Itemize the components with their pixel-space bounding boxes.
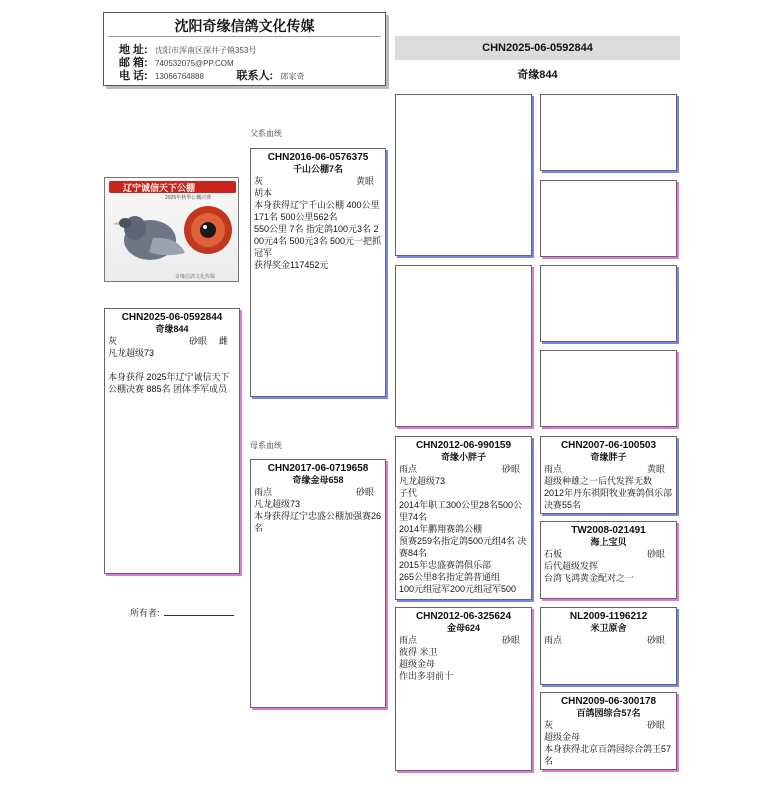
dam-sire-card: [395, 436, 532, 600]
dam-sire-color: 雨点: [399, 464, 418, 474]
subject-sex: 雌: [218, 336, 228, 346]
sire-ring: CHN2016-06-0576375: [267, 152, 369, 163]
subject-ring: CHN2025-06-0592844: [121, 312, 223, 323]
dss-card: [540, 436, 677, 514]
dsd-eye: 砂眼: [646, 549, 665, 559]
sire-section-label: 父系血统: [250, 129, 282, 138]
pigeon-photo: [104, 177, 239, 282]
dam-dam-eye: 砂眼: [501, 635, 520, 645]
address-value: 沈阳市浑南区深井子镇353号: [155, 46, 257, 55]
dam-dam-color: 雨点: [399, 635, 418, 645]
dam-sire-ring: CHN2012-06-990159: [415, 440, 512, 451]
pigeon-illustration: [105, 178, 239, 282]
subject-desc: 凡龙超级73 本身获得 2025年辽宁诚信天下公棚决赛 885名 团体季军成员: [108, 348, 230, 394]
photo-sub-text: 2025年秋季公棚决赛: [165, 195, 212, 201]
dam-ring: CHN2017-06-0719658: [267, 463, 369, 474]
sire-eye: 黄眼: [355, 176, 374, 186]
sire-name: 千山公棚7名: [292, 164, 343, 174]
dss-eye: 黄眼: [646, 464, 665, 474]
photo-banner-text: 辽宁诚信天下公棚: [123, 183, 196, 193]
dds-eye: 砂眼: [646, 635, 665, 645]
dsd-name: 海上宝贝: [590, 537, 627, 547]
dam-dam-name: 金母624: [446, 623, 481, 633]
sdd-card-empty: [540, 350, 677, 427]
dam-name: 奇缘金母658: [292, 475, 344, 485]
contact-label: 联系人:: [236, 70, 274, 82]
sire-dam-card-empty: [395, 265, 532, 427]
ssd-card-empty: [540, 180, 677, 257]
subject-ring-bar: CHN2025-06-0592844: [395, 36, 680, 60]
dam-sire-desc: 凡龙超级73 子代 2014年职工300公里28名500公里74名 2014年鹏翔赛鸽公棚 预赛259名指定鸽500元组4名 决赛84名 2015年忠盛赛鸽俱乐部 265公里8名指定鸽普通组 100元组冠军200元组冠军500: [399, 476, 527, 594]
dam-dam-ring: CHN2012-06-325624: [415, 611, 512, 622]
dam-card: [250, 459, 386, 708]
dam-sire-eye: 砂眼: [501, 464, 520, 474]
dss-ring: CHN2007-06-100503: [560, 440, 657, 451]
dds-color: 雨点: [544, 635, 563, 645]
email-label: 邮 箱:: [119, 57, 148, 69]
dsd-desc: 后代超级发挥 台湾飞鸿黄金配对之一: [544, 561, 635, 583]
photo-footer-text: 奇缘信鸽文化传媒: [175, 274, 216, 280]
subject-eye: 砂眼: [188, 336, 207, 346]
sire-card: [250, 148, 386, 397]
owner-field: [130, 606, 234, 619]
subject-name-heading: 奇缘844: [517, 69, 558, 81]
ddd-color: 灰: [544, 720, 554, 730]
sire-desc: 胡本 本身获得辽宁千山公棚 400公里171名 500公里562名 550公里 7名 指定鸽100元3名 200元4名 500元3名 500元一把抓冠军 获得奖金117452元: [254, 188, 382, 270]
dam-meta: [254, 486, 382, 498]
ddd-desc: 超级金母 本身获得北京百鸽园综合鸽王57名: [544, 732, 672, 766]
sire-meta: [254, 175, 382, 187]
owner-label: 所有者:: [130, 608, 160, 618]
dam-sire-meta: [399, 463, 528, 475]
dsd-meta: [544, 548, 673, 560]
sds-card-empty: [540, 265, 677, 342]
ddd-card: [540, 692, 677, 770]
subject-card: [104, 308, 240, 574]
dss-desc: 超级种雄之一后代发挥无数 2012年丹东祺阳牧业赛鸽俱乐部决赛55名: [544, 476, 673, 510]
ddd-eye: 砂眼: [646, 720, 665, 730]
subject-meta: [108, 335, 236, 347]
dam-eye: 砂眼: [355, 487, 374, 497]
address-row: [119, 44, 256, 57]
dam-dam-card: [395, 607, 532, 771]
dds-card: [540, 607, 677, 685]
contact-value: 郎家奇: [280, 72, 305, 81]
ddd-ring: CHN2009-06-300178: [560, 696, 657, 707]
dam-dam-desc: 彼得 米卫 超级金母 作出多羽前十: [399, 647, 454, 681]
sire-sire-card-empty: [395, 94, 532, 256]
dam-color: 雨点: [254, 487, 273, 497]
company-title: 沈阳奇缘信鸽文化传媒: [108, 13, 381, 37]
dss-meta: [544, 463, 673, 475]
dds-name: 米卫原舍: [590, 623, 627, 633]
dam-section-label: 母系血统: [250, 441, 282, 450]
sss-card-empty: [540, 94, 677, 171]
phone-label: 电 话:: [119, 70, 148, 82]
dds-ring: NL2009-1196212: [569, 611, 648, 622]
email-row: [119, 57, 234, 70]
phone-value: 13066764888: [155, 72, 204, 81]
phone-row: [119, 70, 304, 83]
subject-color: 灰: [108, 336, 118, 346]
sire-color: 灰: [254, 176, 264, 186]
dsd-color: 石板: [544, 549, 563, 559]
email-value: 740532075@PP.COM: [155, 59, 234, 68]
dss-color: 雨点: [544, 464, 563, 474]
subject-name: 奇缘844: [155, 324, 189, 334]
dam-sire-name: 奇缘小胖子: [440, 452, 486, 462]
owner-blank-line: [164, 608, 234, 616]
dam-dam-meta: [399, 634, 528, 646]
dam-desc: 凡龙超级73 本身获得辽宁忠盛公棚加强赛26名: [254, 499, 382, 533]
dsd-card: [540, 521, 677, 599]
dds-meta: [544, 634, 673, 646]
dsd-ring: TW2008-021491: [571, 525, 646, 536]
ddd-meta: [544, 719, 673, 731]
address-label: 地 址:: [119, 44, 148, 56]
company-header: [103, 12, 386, 86]
dss-name: 奇缘胖子: [590, 452, 627, 462]
ddd-name: 百鸽园综合57名: [576, 708, 641, 718]
